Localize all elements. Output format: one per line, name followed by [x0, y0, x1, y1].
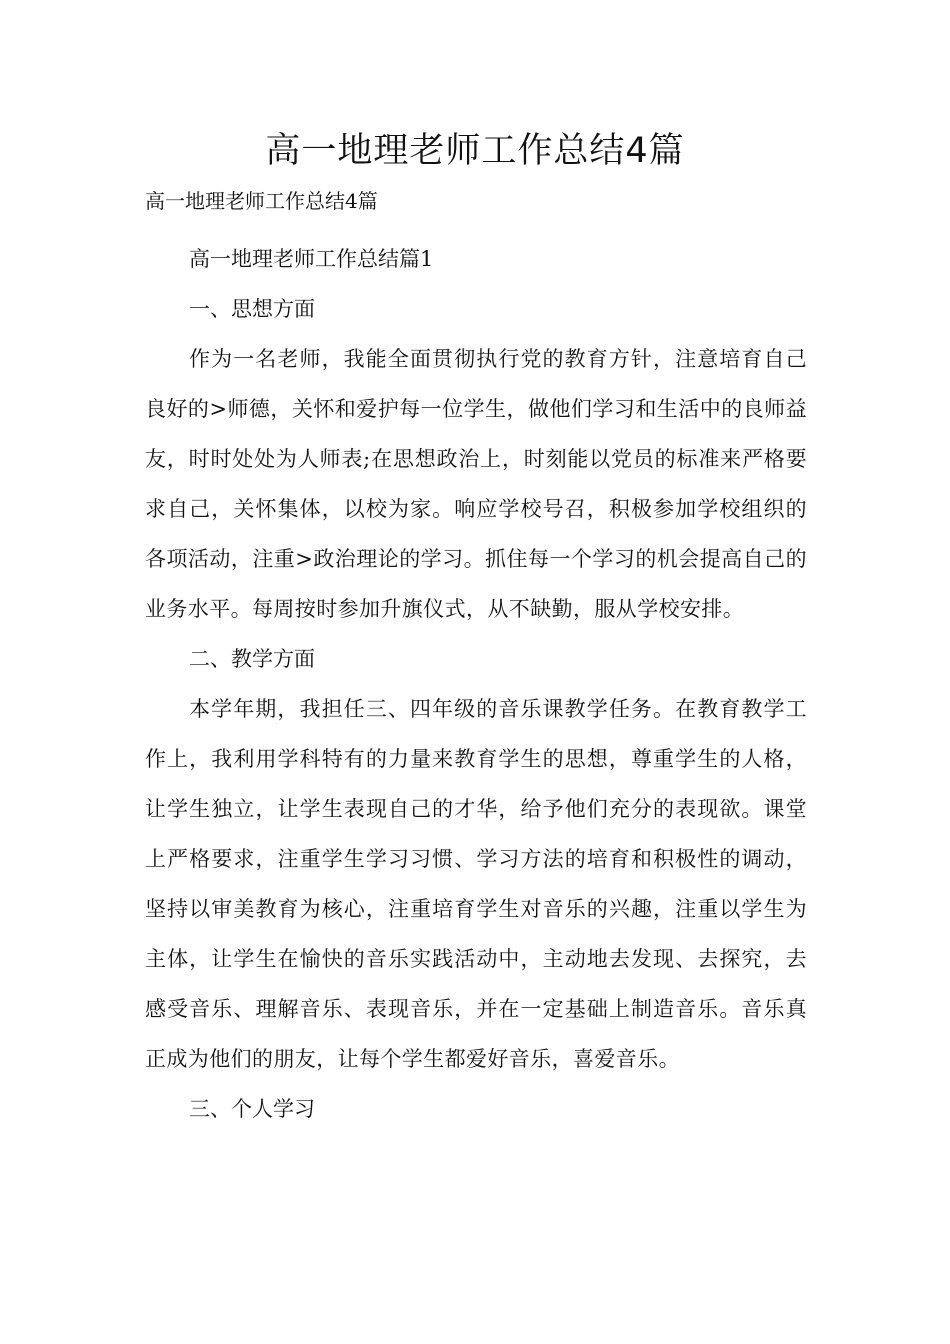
- document-title: 高一地理老师工作总结4篇: [265, 131, 685, 171]
- heading-thought: 一、思想方面: [189, 297, 315, 321]
- heading-teaching: 二、教学方面: [189, 647, 315, 671]
- document-body: [145, 234, 807, 1134]
- paragraph-thought: 作为一名老师，我能全面贯彻执行党的教育方针，注意培育自己良好的>师德，关怀和爱护每一位学生，做他们学习和生活中的良师益友，时时处处为人师表;在思想政治上，时刻能以党员的标准来严格要求自己，关怀集体，以校为家。响应学校号召，积极参加学校组织的各项活动，注重>政治理论的学习。抓住每一个学习的机会提高自己的业务水平。每周按时参加升旗仪式，从不缺勤，服从学校安排。: [145, 347, 807, 621]
- paragraph-teaching: 本学年期，我担任三、四年级的音乐课教学任务。在教育教学工作上，我利用学科特有的力量来教育学生的思想，尊重学生的人格，让学生独立，让学生表现自己的才华，给予他们充分的表现欲。课堂上严格要求，注重学生学习习惯、学习方法的培育和积极性的调动，坚持以审美教育为核心，注重培育学生对音乐的兴趣，注重以学生为主体，让学生在愉快的音乐实践活动中，主动地去发现、去探究，去感受音乐、理解音乐、表现音乐，并在一定基础上制造音乐。音乐真正成为他们的朋友，让每个学生都爱好音乐，喜爱音乐。: [145, 697, 807, 1071]
- section-title: 高一地理老师工作总结篇1: [189, 247, 434, 271]
- heading-personal-study: 三、个人学习: [189, 1097, 315, 1121]
- document-subtitle: 高一地理老师工作总结4篇: [145, 189, 378, 213]
